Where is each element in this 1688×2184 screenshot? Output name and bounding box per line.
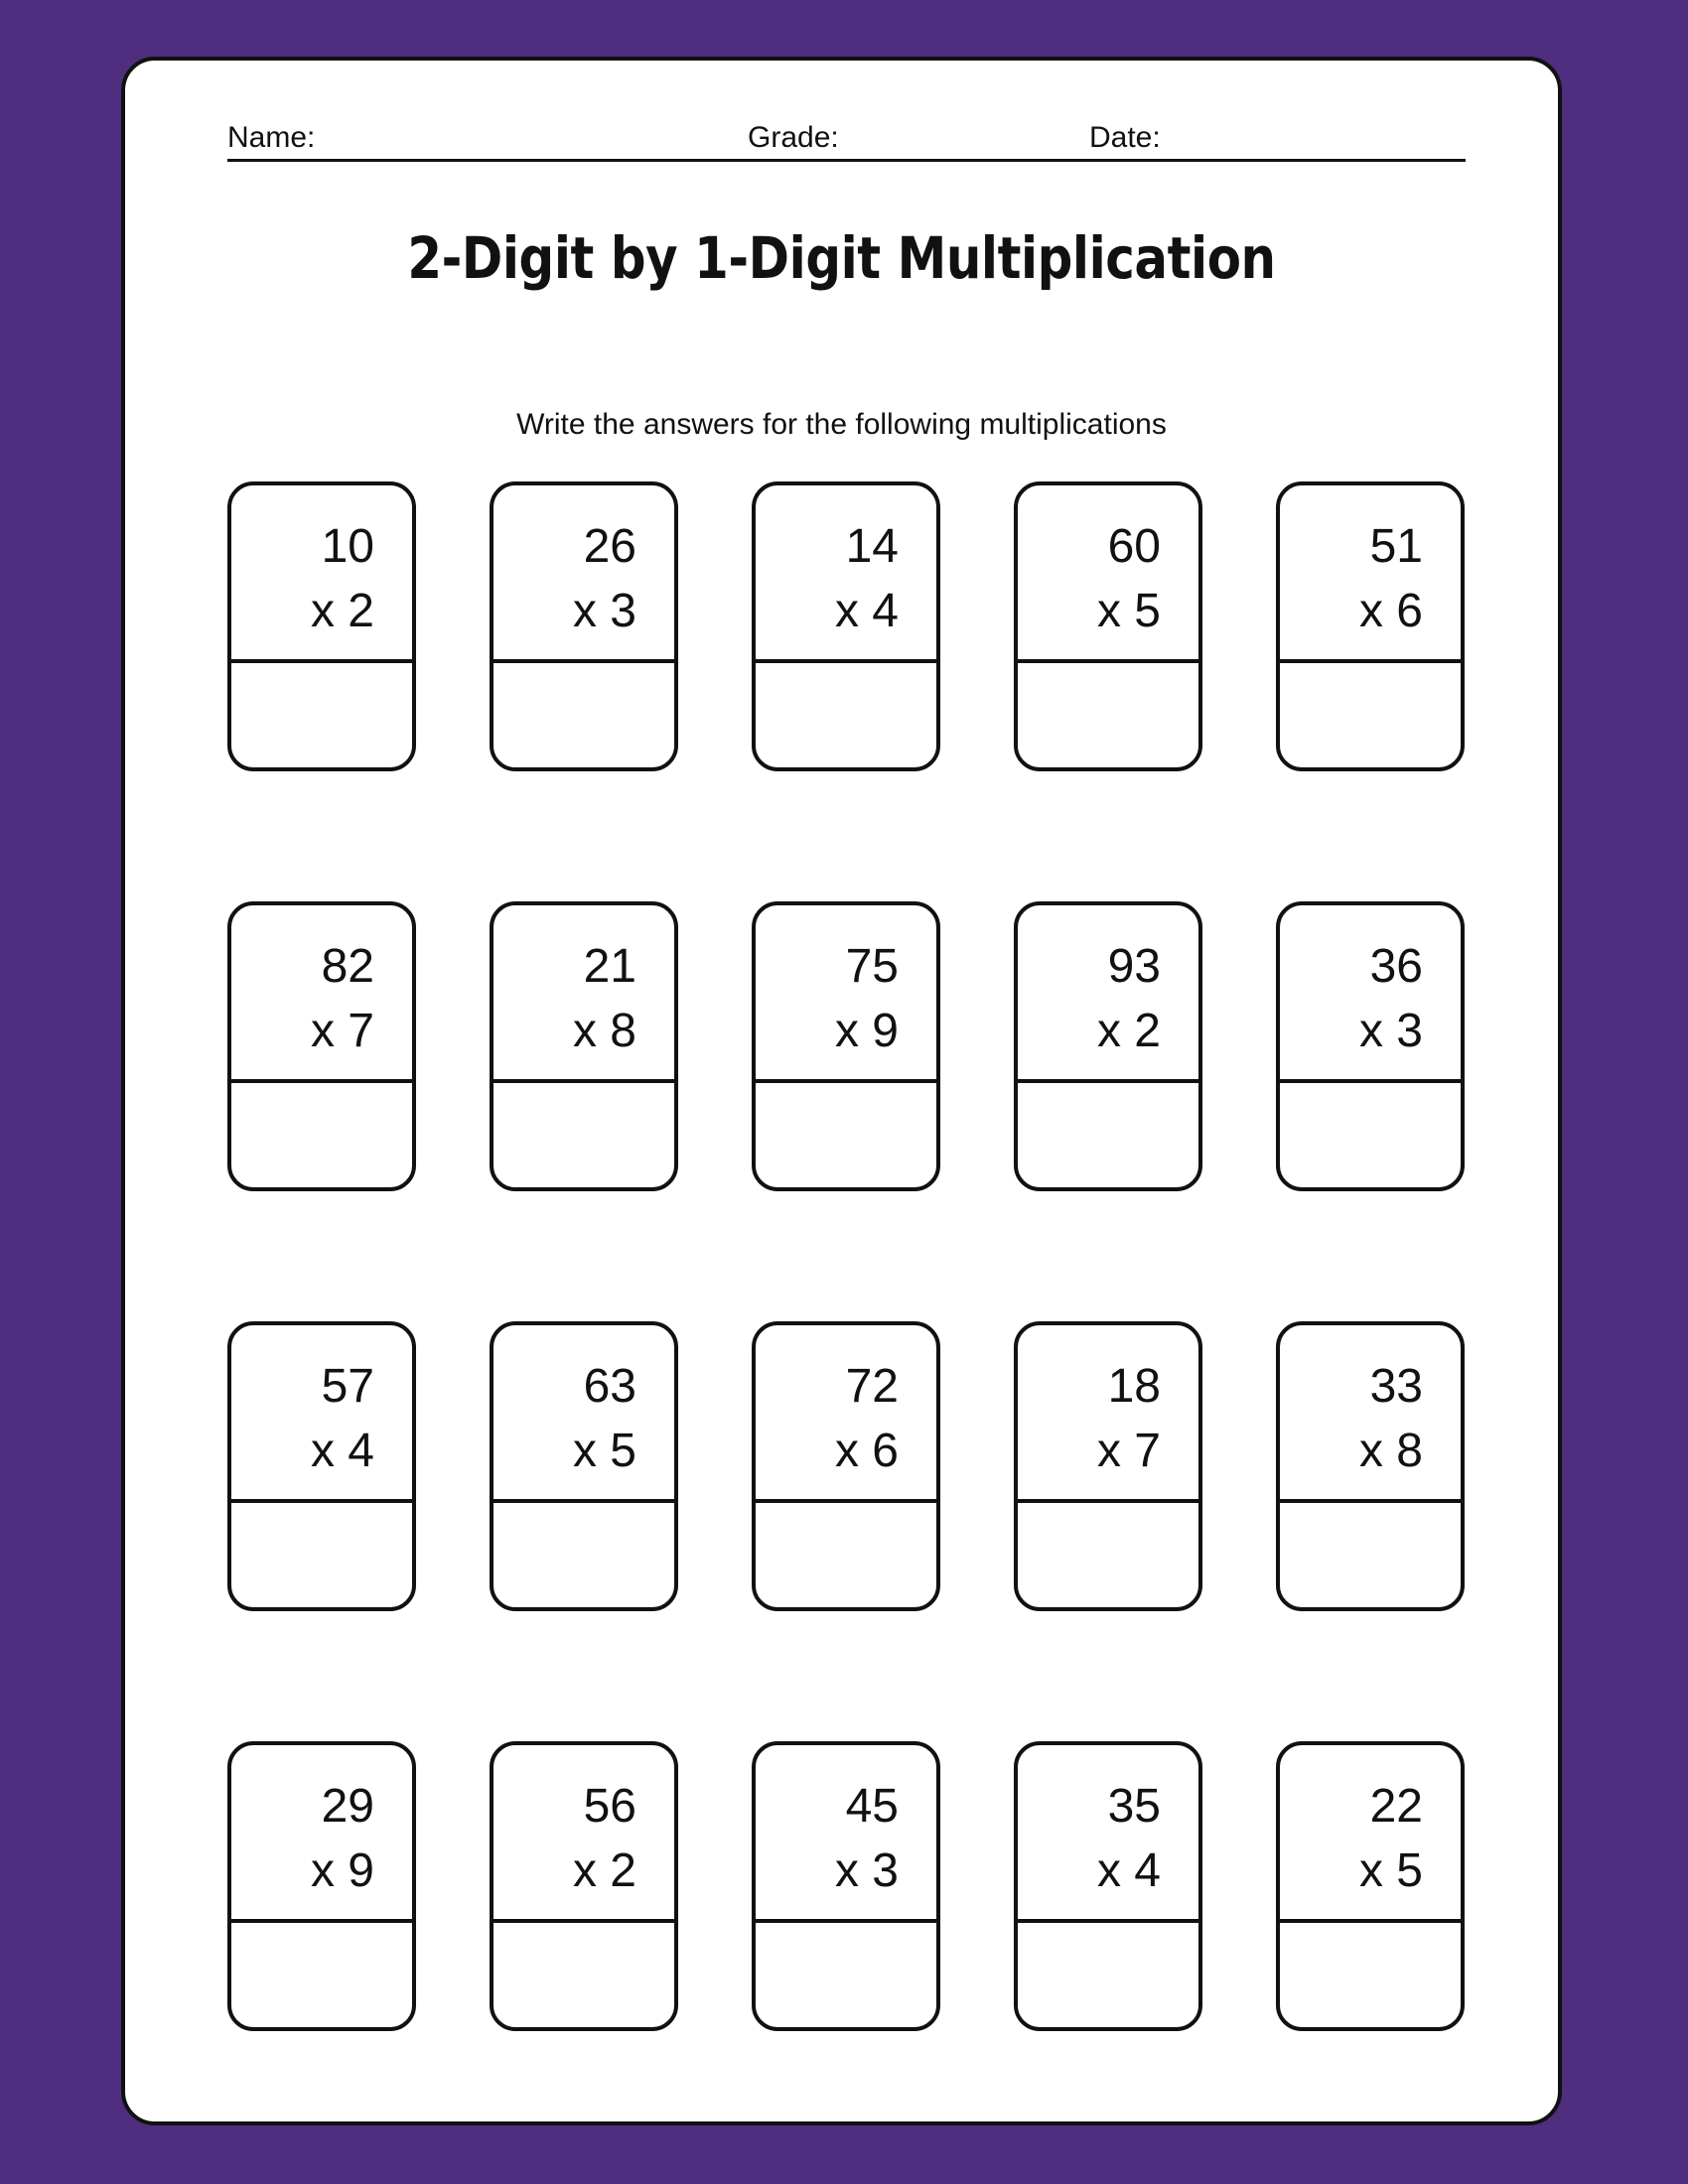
multiplicand: 36 bbox=[1369, 940, 1423, 993]
answer-box[interactable] bbox=[493, 663, 674, 767]
problem-card bbox=[1014, 1321, 1202, 1611]
answer-box[interactable] bbox=[231, 1503, 412, 1607]
multiplier: x 7 bbox=[310, 1005, 374, 1057]
multiplier: x 9 bbox=[310, 1844, 374, 1897]
multiplicand: 45 bbox=[845, 1780, 899, 1833]
answer-box[interactable] bbox=[1018, 1923, 1198, 2027]
multiplier: x 7 bbox=[1096, 1425, 1161, 1477]
multiplier: x 6 bbox=[1358, 585, 1423, 637]
problem-card bbox=[490, 901, 678, 1191]
problem-card bbox=[1276, 481, 1465, 771]
multiplier: x 4 bbox=[834, 585, 899, 637]
multiplier: x 5 bbox=[1096, 585, 1161, 637]
answer-box[interactable] bbox=[1018, 1503, 1198, 1607]
problem-card bbox=[490, 1321, 678, 1611]
problem-card bbox=[227, 481, 416, 771]
problem-question bbox=[1018, 1745, 1198, 1923]
answer-box[interactable] bbox=[493, 1503, 674, 1607]
problem-question bbox=[231, 905, 412, 1083]
problem-question bbox=[1018, 485, 1198, 663]
problem-question bbox=[231, 1745, 412, 1923]
multiplier: x 2 bbox=[310, 585, 374, 637]
multiplier: x 4 bbox=[310, 1425, 374, 1477]
multiplier: x 8 bbox=[572, 1005, 636, 1057]
multiplier: x 9 bbox=[834, 1005, 899, 1057]
problem-question bbox=[493, 905, 674, 1083]
problem-card bbox=[1276, 901, 1465, 1191]
multiplicand: 51 bbox=[1369, 520, 1423, 573]
multiplicand: 26 bbox=[583, 520, 636, 573]
multiplicand: 29 bbox=[321, 1780, 374, 1833]
problem-question bbox=[1280, 1745, 1461, 1923]
multiplicand: 10 bbox=[321, 520, 374, 573]
problem-card bbox=[1276, 1741, 1465, 2031]
problem-card bbox=[227, 1321, 416, 1611]
multiplicand: 75 bbox=[845, 940, 899, 993]
multiplier: x 2 bbox=[572, 1844, 636, 1897]
multiplicand: 18 bbox=[1107, 1360, 1161, 1413]
problem-card bbox=[1014, 1741, 1202, 2031]
multiplier: x 5 bbox=[572, 1425, 636, 1477]
answer-box[interactable] bbox=[1280, 1503, 1461, 1607]
answer-box[interactable] bbox=[1018, 1083, 1198, 1187]
page-title: 2-Digit by 1-Digit Multiplication bbox=[407, 224, 1276, 292]
multiplicand: 22 bbox=[1369, 1780, 1423, 1833]
problem-question bbox=[756, 905, 936, 1083]
answer-box[interactable] bbox=[1280, 1923, 1461, 2027]
multiplicand: 35 bbox=[1107, 1780, 1161, 1833]
answer-box[interactable] bbox=[493, 1083, 674, 1187]
multiplicand: 72 bbox=[845, 1360, 899, 1413]
header-fields bbox=[227, 112, 1466, 162]
problem-question bbox=[1018, 905, 1198, 1083]
multiplier: x 2 bbox=[1096, 1005, 1161, 1057]
answer-box[interactable] bbox=[493, 1923, 674, 2027]
answer-box[interactable] bbox=[231, 663, 412, 767]
instructions-text: Write the answers for the following multiplications bbox=[516, 408, 1167, 441]
problem-card bbox=[752, 1321, 940, 1611]
multiplier: x 6 bbox=[834, 1425, 899, 1477]
grade-label: Grade: bbox=[748, 121, 839, 154]
problem-question bbox=[1280, 1325, 1461, 1503]
answer-box[interactable] bbox=[1280, 663, 1461, 767]
answer-box[interactable] bbox=[1018, 663, 1198, 767]
multiplicand: 82 bbox=[321, 940, 374, 993]
multiplicand: 21 bbox=[583, 940, 636, 993]
answer-box[interactable] bbox=[231, 1923, 412, 2027]
date-label: Date: bbox=[1089, 121, 1161, 154]
worksheet-page bbox=[121, 57, 1562, 2125]
problem-question bbox=[756, 485, 936, 663]
answer-box[interactable] bbox=[756, 1083, 936, 1187]
problem-question bbox=[493, 1325, 674, 1503]
multiplicand: 60 bbox=[1107, 520, 1161, 573]
multiplicand: 63 bbox=[583, 1360, 636, 1413]
problem-grid bbox=[227, 481, 1466, 2031]
problem-card bbox=[1014, 481, 1202, 771]
answer-box[interactable] bbox=[756, 1923, 936, 2027]
problem-question bbox=[756, 1325, 936, 1503]
multiplicand: 33 bbox=[1369, 1360, 1423, 1413]
problem-question bbox=[231, 485, 412, 663]
answer-box[interactable] bbox=[231, 1083, 412, 1187]
problem-question bbox=[1280, 485, 1461, 663]
multiplier: x 5 bbox=[1358, 1844, 1423, 1897]
multiplier: x 3 bbox=[834, 1844, 899, 1897]
answer-box[interactable] bbox=[756, 663, 936, 767]
problem-card bbox=[490, 481, 678, 771]
problem-question bbox=[231, 1325, 412, 1503]
multiplicand: 57 bbox=[321, 1360, 374, 1413]
problem-card bbox=[227, 901, 416, 1191]
multiplier: x 4 bbox=[1096, 1844, 1161, 1897]
multiplier: x 8 bbox=[1358, 1425, 1423, 1477]
problem-card bbox=[490, 1741, 678, 2031]
multiplier: x 3 bbox=[572, 585, 636, 637]
multiplicand: 56 bbox=[583, 1780, 636, 1833]
answer-box[interactable] bbox=[1280, 1083, 1461, 1187]
problem-card bbox=[1276, 1321, 1465, 1611]
problem-card bbox=[752, 481, 940, 771]
multiplicand: 14 bbox=[845, 520, 899, 573]
multiplicand: 93 bbox=[1107, 940, 1161, 993]
problem-card bbox=[1014, 901, 1202, 1191]
name-label: Name: bbox=[227, 121, 316, 154]
answer-box[interactable] bbox=[756, 1503, 936, 1607]
problem-card bbox=[227, 1741, 416, 2031]
problem-question bbox=[756, 1745, 936, 1923]
multiplier: x 3 bbox=[1358, 1005, 1423, 1057]
problem-question bbox=[493, 1745, 674, 1923]
problem-question bbox=[1018, 1325, 1198, 1503]
problem-question bbox=[1280, 905, 1461, 1083]
problem-card bbox=[752, 901, 940, 1191]
problem-card bbox=[752, 1741, 940, 2031]
problem-question bbox=[493, 485, 674, 663]
